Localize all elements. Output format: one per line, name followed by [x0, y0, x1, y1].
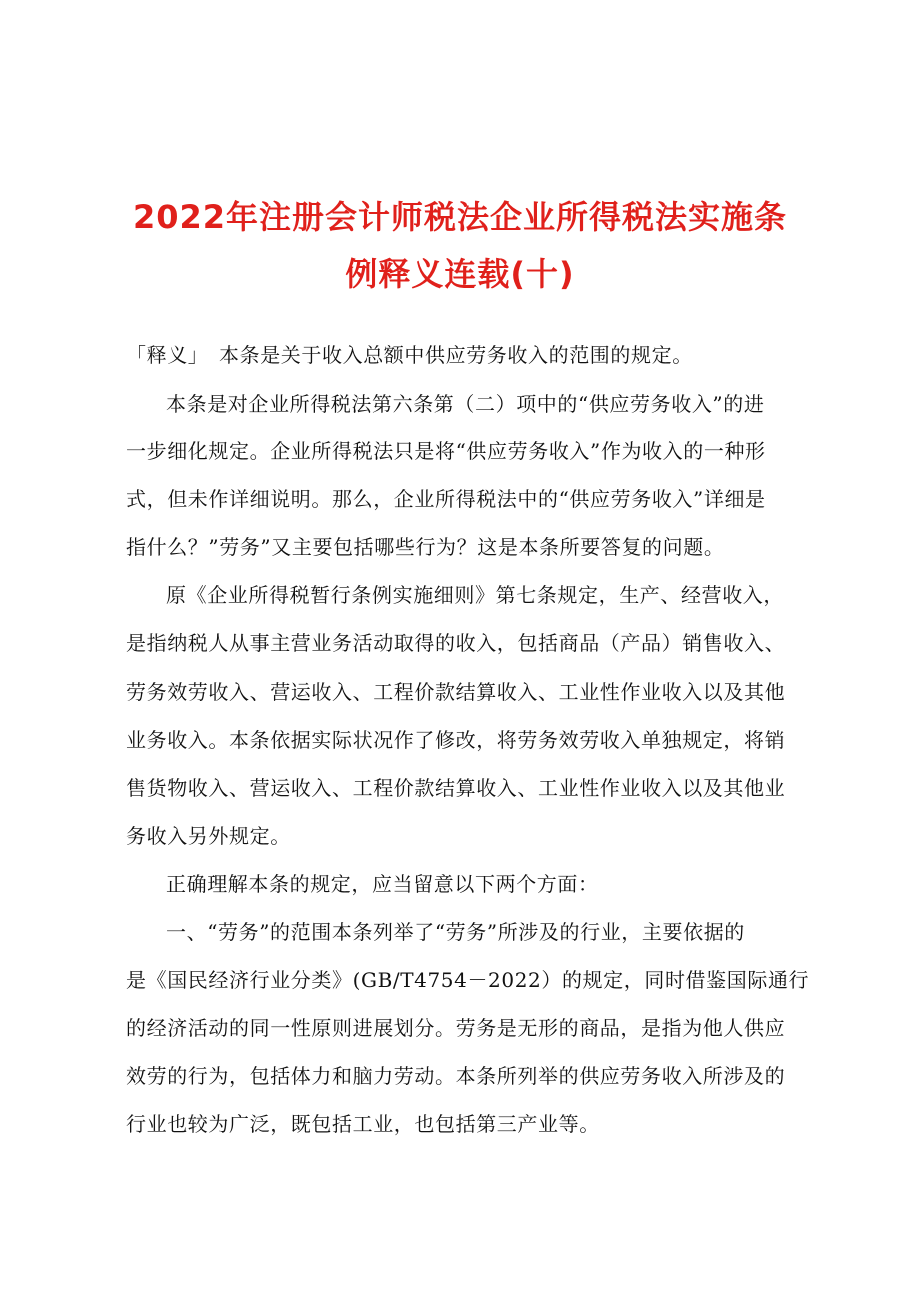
paragraph-line: 售货物收入、营运收入、工程价款结算收入、工业性作业收入以及其他业 [126, 776, 786, 800]
paragraph-line: 指什么？”劳务”又主要包括哪些行为？这是本条所要答复的问题。 [126, 535, 725, 559]
paragraph-line: 效劳的行为，包括体力和脑力劳动。本条所列举的供应劳务收入所涉及的 [126, 1064, 786, 1088]
paragraph-line: 是《国民经济行业分类》(GB/T4754－2022）的规定，同时借鉴国际通行 [126, 968, 810, 992]
paragraph-line: 「释义」 本条是关于收入总额中供应劳务收入的范围的规定。 [126, 343, 693, 367]
paragraph-line: 的经济活动的同一性原则进展划分。劳务是无形的商品，是指为他人供应 [126, 1016, 786, 1040]
paragraph-line: 一步细化规定。企业所得税法只是将“供应劳务收入”作为收入的一种形 [126, 439, 766, 463]
paragraph-line: 本条是对企业所得税法第六条第（二）项中的“供应劳务收入”的进 [166, 392, 765, 416]
paragraph-line: 劳务效劳收入、营运收入、工程价款结算收入、工业性作业收入以及其他 [126, 680, 786, 704]
paragraph-line: 行业也较为广泛，既包括工业，也包括第三产业等。 [126, 1112, 600, 1136]
document-title-line-1: 2022年注册会计师税法企业所得税法实施条 [132, 198, 788, 236]
document-title-line-2: 例释义连载(十) [345, 255, 575, 293]
paragraph-line: 务收入另外规定。 [126, 824, 291, 848]
paragraph-line: 一、“劳务”的范围本条列举了“劳务”所涉及的行业，主要依据的 [166, 920, 745, 944]
paragraph-line: 正确理解本条的规定，应当留意以下两个方面： [166, 872, 599, 896]
paragraph-line: 原《企业所得税暂行条例实施细则》第七条规定，生产、经营收入， [166, 583, 784, 607]
paragraph-line: 业务收入。本条依据实际状况作了修改，将劳务效劳收入单独规定，将销 [126, 728, 786, 752]
paragraph-line: 式，但未作详细说明。那么，企业所得税法中的“供应劳务收入”详细是 [126, 487, 766, 511]
paragraph-line: 是指纳税人从事主营业务活动取得的收入，包括商品（产品）销售收入、 [126, 631, 786, 655]
